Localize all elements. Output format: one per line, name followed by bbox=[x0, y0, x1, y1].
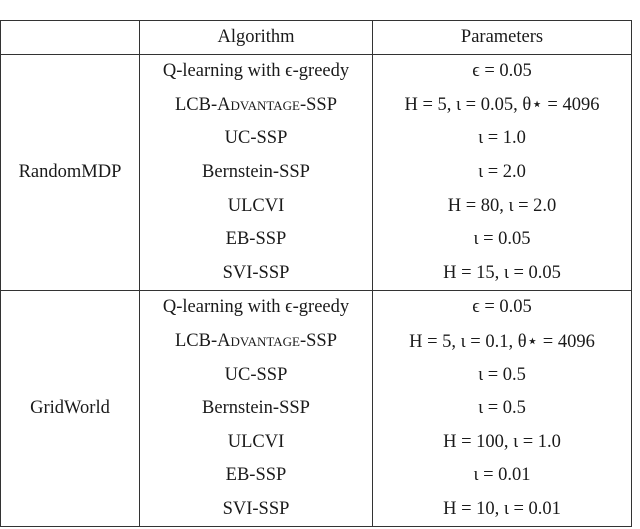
algorithm-cell: SVI-SSP bbox=[140, 493, 373, 527]
table-row bbox=[1, 291, 632, 325]
header-environment bbox=[1, 21, 140, 55]
parameters-cell: ϵ = 0.05 bbox=[373, 55, 632, 89]
environment-cell: GridWorld bbox=[1, 291, 140, 527]
algorithm-cell: Q-learning with ϵ-greedy bbox=[140, 55, 373, 89]
algorithm-cell: ULCVI bbox=[140, 426, 373, 460]
parameters-cell: ι = 0.05 bbox=[373, 223, 632, 257]
header-algorithm: Algorithm bbox=[140, 21, 373, 55]
parameters-cell: H = 10, ι = 0.01 bbox=[373, 493, 632, 527]
parameters-cell: ι = 0.5 bbox=[373, 358, 632, 392]
algorithm-cell: EB-SSP bbox=[140, 223, 373, 257]
algorithm-cell: LCB-Advantage-SSP bbox=[140, 89, 373, 123]
algorithm-cell: ULCVI bbox=[140, 189, 373, 223]
hyperparameter-table-container bbox=[0, 20, 631, 527]
parameters-cell: H = 100, ι = 1.0 bbox=[373, 426, 632, 460]
parameters-cell: ι = 0.01 bbox=[373, 459, 632, 493]
header-row bbox=[1, 21, 632, 55]
parameters-cell: ι = 2.0 bbox=[373, 156, 632, 190]
algorithm-cell: Q-learning with ϵ-greedy bbox=[140, 291, 373, 325]
algorithm-cell: EB-SSP bbox=[140, 459, 373, 493]
parameters-cell: ϵ = 0.05 bbox=[373, 291, 632, 325]
parameters-cell: ι = 0.5 bbox=[373, 392, 632, 426]
algorithm-cell: Bernstein-SSP bbox=[140, 392, 373, 426]
header-parameters: Parameters bbox=[373, 21, 632, 55]
table-row bbox=[1, 55, 632, 89]
algorithm-cell: Bernstein-SSP bbox=[140, 156, 373, 190]
environment-cell: RandomMDP bbox=[1, 55, 140, 291]
parameters-cell: H = 15, ι = 0.05 bbox=[373, 257, 632, 291]
algorithm-cell: SVI-SSP bbox=[140, 257, 373, 291]
algorithm-cell: LCB-Advantage-SSP bbox=[140, 325, 373, 359]
parameters-cell: H = 80, ι = 2.0 bbox=[373, 189, 632, 223]
parameters-cell: ι = 1.0 bbox=[373, 122, 632, 156]
parameters-cell: H = 5, ι = 0.1, θ⋆ = 4096 bbox=[373, 325, 632, 359]
algorithm-cell: UC-SSP bbox=[140, 122, 373, 156]
algorithm-cell: UC-SSP bbox=[140, 358, 373, 392]
parameters-cell: H = 5, ι = 0.05, θ⋆ = 4096 bbox=[373, 89, 632, 123]
hyperparameter-table bbox=[0, 20, 632, 527]
